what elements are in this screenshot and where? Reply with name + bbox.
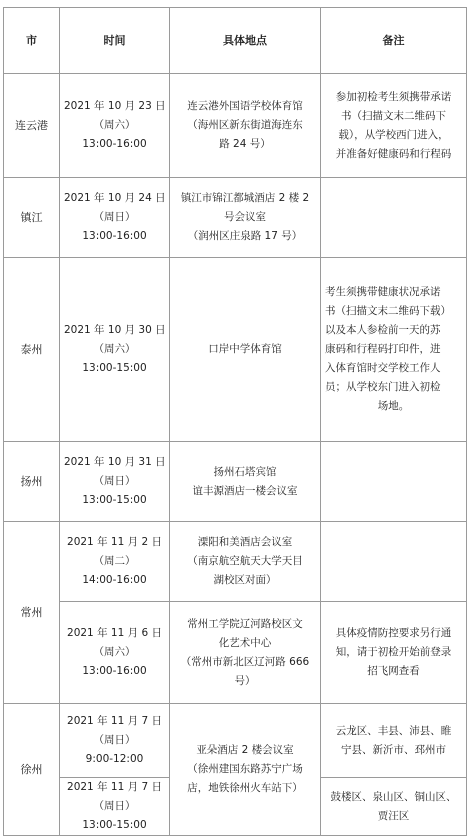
hours-text: 9:00-12:00 bbox=[85, 753, 144, 765]
date-text: 2021 年 10 月 23 日 bbox=[64, 100, 166, 112]
note-cell-empty bbox=[321, 522, 467, 602]
place-cell bbox=[170, 442, 321, 522]
note-cell bbox=[321, 778, 467, 836]
place-line: （南京航空航天大学天目 bbox=[187, 555, 303, 567]
note-line: 书（扫描文末二维码下载） bbox=[325, 305, 451, 317]
note-line: 知，请于初检开始前登录 bbox=[335, 646, 452, 658]
table-row bbox=[4, 442, 467, 522]
date-text: 2021 年 10 月 30 日 bbox=[64, 324, 166, 336]
place-line: （徐州建国东路苏宁广场 bbox=[187, 763, 303, 775]
date-text: 2021 年 11 月 2 日 bbox=[67, 536, 162, 548]
weekday-text: （周日） bbox=[93, 800, 136, 812]
note-line: 具体疫情防控要求另行通 bbox=[335, 627, 452, 639]
note-cell bbox=[321, 258, 467, 442]
note-line: 康码和行程码打印件，进 bbox=[325, 343, 441, 355]
time-cell bbox=[60, 258, 170, 442]
header-place: 具体地点 bbox=[170, 8, 321, 74]
weekday-text: （周六） bbox=[93, 119, 136, 131]
header-time: 时间 bbox=[60, 8, 170, 74]
place-line: 谊丰源酒店一楼会议室 bbox=[192, 484, 298, 497]
hours-text: 13:00-15:00 bbox=[82, 494, 147, 506]
note-line: 并准备好健康码和行程码 bbox=[335, 147, 452, 160]
note-line: 以及本人参检前一天的苏 bbox=[325, 324, 441, 336]
place-line: 号） bbox=[234, 674, 256, 687]
time-cell bbox=[60, 442, 170, 522]
table-row bbox=[4, 74, 467, 178]
place-line: 店，地铁徐州火车站下） bbox=[187, 782, 303, 794]
city-cell: 扬州 bbox=[4, 442, 60, 522]
date-text: 2021 年 11 月 7 日 bbox=[67, 781, 162, 793]
hours-text: 13:00-15:00 bbox=[82, 819, 147, 831]
hours-text: 13:00-16:00 bbox=[82, 230, 147, 242]
city-cell: 泰州 bbox=[4, 258, 60, 442]
weekday-text: （周日） bbox=[93, 734, 136, 746]
place-cell bbox=[170, 178, 321, 258]
note-cell-empty bbox=[321, 442, 467, 522]
table-row bbox=[4, 522, 467, 602]
note-line: 书（扫描文末二维码下 bbox=[341, 109, 446, 122]
note-cell bbox=[321, 74, 467, 178]
place-line: 湖校区对面） bbox=[213, 574, 277, 586]
note-line: 云龙区、丰县、沛县、睢 bbox=[335, 724, 452, 737]
note-line: 员；从学校东门进入初检 bbox=[325, 381, 441, 393]
city-cell: 徐州 bbox=[4, 704, 60, 836]
hours-text: 14:00-16:00 bbox=[82, 574, 147, 586]
place-line: （润州区庄泉路 17 号） bbox=[187, 230, 303, 242]
note-line: 参加初检考生须携带承诺 bbox=[335, 90, 452, 103]
place-line: 路 24 号） bbox=[219, 138, 271, 150]
time-cell bbox=[60, 178, 170, 258]
note-line: 招飞网查看 bbox=[367, 665, 420, 677]
weekday-text: （周日） bbox=[93, 211, 136, 223]
place-line: 口岸中学体育馆 bbox=[208, 343, 282, 355]
date-text: 2021 年 11 月 6 日 bbox=[67, 627, 162, 639]
city-cell: 镇江 bbox=[4, 178, 60, 258]
place-line: （常州市新北区辽河路 666 bbox=[180, 655, 310, 668]
time-cell bbox=[60, 778, 170, 836]
place-line: 镇江市锦江都城酒店 2 楼 2 bbox=[180, 192, 310, 204]
hours-text: 13:00-15:00 bbox=[82, 362, 147, 374]
table-row bbox=[4, 602, 467, 704]
place-line: 扬州石塔宾馆 bbox=[213, 465, 277, 478]
note-cell bbox=[321, 602, 467, 704]
note-line: 鼓楼区、泉山区、铜山区、 bbox=[330, 790, 457, 803]
place-line: 亚朵酒店 2 楼会议室 bbox=[196, 744, 294, 756]
place-cell bbox=[170, 258, 321, 442]
place-cell bbox=[170, 74, 321, 178]
table-row bbox=[4, 704, 467, 778]
header-city: 市 bbox=[4, 8, 60, 74]
date-text: 2021 年 10 月 31 日 bbox=[64, 456, 166, 468]
time-cell bbox=[60, 704, 170, 778]
note-line: 载），从学校西门进入， bbox=[338, 128, 449, 141]
table-row bbox=[4, 258, 467, 442]
weekday-text: （周六） bbox=[93, 343, 136, 355]
table-row bbox=[4, 178, 467, 258]
place-line: 化艺术中心 bbox=[218, 636, 272, 649]
time-cell bbox=[60, 602, 170, 704]
weekday-text: （周二） bbox=[93, 555, 136, 567]
note-line: 场地。 bbox=[377, 400, 410, 412]
time-cell bbox=[60, 74, 170, 178]
note-line: 贾汪区 bbox=[377, 809, 410, 822]
note-line: 入体育馆时交学校工作人 bbox=[325, 362, 441, 374]
place-line: 号会议室 bbox=[224, 211, 266, 223]
schedule-table bbox=[3, 7, 467, 836]
place-line: 常州工学院辽河路校区文 bbox=[187, 617, 303, 630]
place-cell bbox=[170, 704, 321, 836]
hours-text: 13:00-16:00 bbox=[82, 138, 147, 150]
hours-text: 13:00-16:00 bbox=[82, 665, 147, 677]
place-cell bbox=[170, 522, 321, 602]
city-cell: 连云港 bbox=[4, 74, 60, 178]
weekday-text: （周日） bbox=[93, 475, 136, 487]
header-row bbox=[4, 8, 467, 74]
weekday-text: （周六） bbox=[93, 646, 136, 658]
note-line: 宁县、新沂市、邳州市 bbox=[341, 743, 446, 756]
place-line: 连云港外国语学校体育馆 bbox=[187, 100, 303, 112]
place-line: 溧阳和美酒店会议室 bbox=[197, 536, 293, 548]
note-cell bbox=[321, 704, 467, 778]
place-cell bbox=[170, 602, 321, 704]
place-line: （海州区新东街道海连东 bbox=[187, 119, 303, 131]
header-note: 备注 bbox=[321, 8, 467, 74]
note-line: 考生须携带健康状况承诺 bbox=[325, 286, 441, 298]
city-cell: 常州 bbox=[4, 522, 60, 704]
time-cell bbox=[60, 522, 170, 602]
date-text: 2021 年 11 月 7 日 bbox=[67, 715, 162, 727]
date-text: 2021 年 10 月 24 日 bbox=[64, 192, 166, 204]
note-cell-empty bbox=[321, 178, 467, 258]
